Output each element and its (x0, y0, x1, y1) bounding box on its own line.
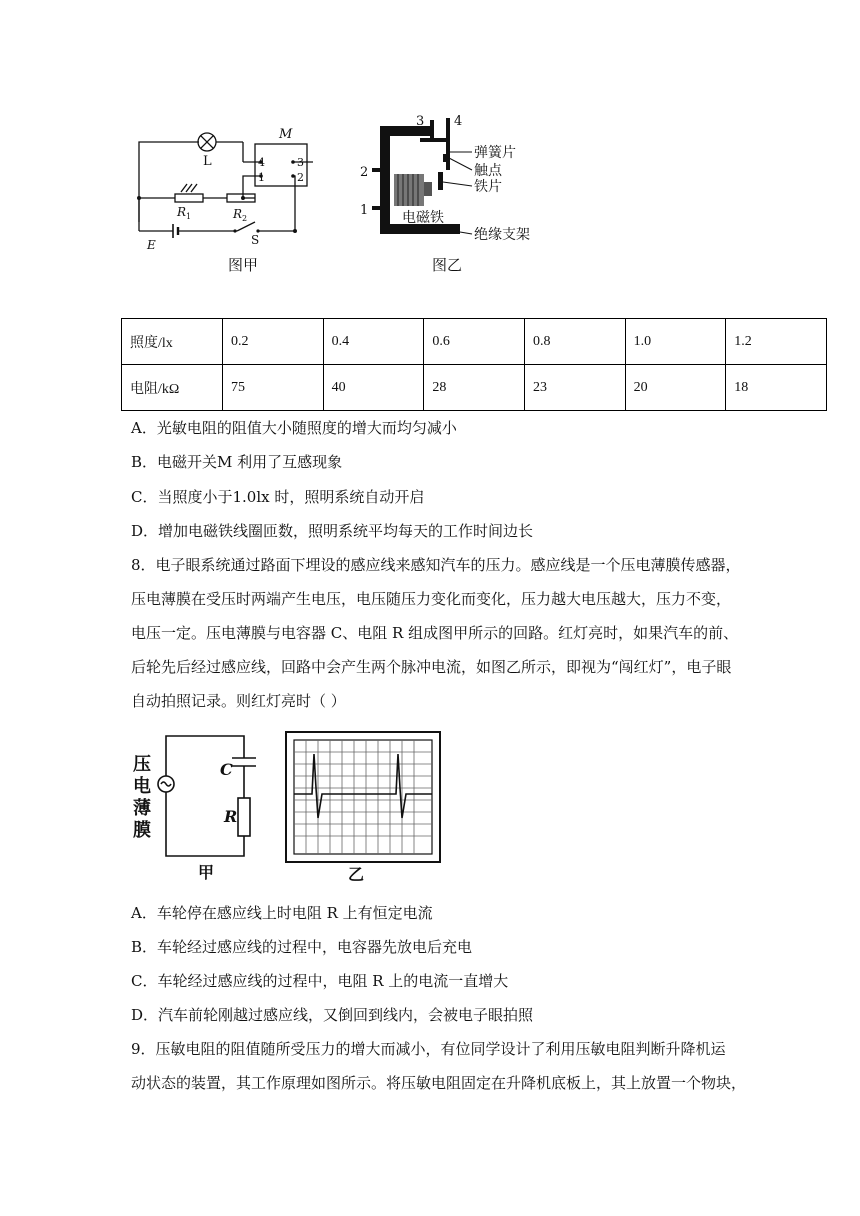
svg-text:1: 1 (360, 203, 369, 218)
q7-option-d: D．增加电磁铁线圈匝数，照明系统平均每天的工作时间边长 (131, 522, 534, 540)
table-row-header: 照度/lx (122, 319, 223, 365)
svg-text:乙: 乙 (348, 865, 365, 884)
table-cell: 0.6 (424, 319, 525, 365)
table-cell: 0.2 (223, 319, 324, 365)
svg-text:3: 3 (416, 114, 425, 129)
svg-text:触点: 触点 (474, 163, 502, 179)
piezo-circuit-diagram (128, 728, 268, 888)
q8-stem-line-2: 压电薄膜在受压时两端产生电压，电压随压力变化而变化，压力越大电压越大，压力不变， (131, 590, 732, 608)
svg-text:3: 3 (297, 156, 304, 169)
svg-text:电磁铁: 电磁铁 (402, 210, 444, 226)
svg-text:1: 1 (258, 171, 265, 184)
q8-stem-line-3: 电压一定。压电薄膜与电容器 C、电阻 R 组成图甲所示的回路。红灯亮时，如果汽车的前、 (131, 624, 739, 642)
svg-text:S: S (251, 233, 260, 247)
svg-text:压: 压 (133, 754, 151, 775)
q8-stem-line-5: 自动拍照记录。则红灯亮时（ ） (131, 692, 346, 710)
q8-option-d: D．汽车前轮刚越过感应线，又倒回到线内，会被电子眼拍照 (131, 1006, 534, 1024)
table-cell: 0.8 (524, 319, 625, 365)
svg-text:L: L (203, 154, 212, 169)
q9-stem-line-1: 9．压敏电阻的阻值随所受压力的增大而减小，有位同学设计了利用压敏电阻判断升降机运 (131, 1040, 726, 1058)
relay-diagram-yi (350, 112, 550, 247)
q8-option-b: B．车轮经过感应线的过程中，电容器先放电后充电 (131, 938, 473, 956)
svg-text:电: 电 (133, 776, 151, 797)
caption-figure-jia: 图甲 (228, 256, 259, 274)
svg-text:铁片: 铁片 (474, 179, 502, 195)
svg-text:膜: 膜 (133, 820, 151, 841)
svg-text:C: C (220, 760, 233, 779)
q8-stem-line-1: 8．电子眼系统通过路面下埋设的感应线来感知汽车的压力。感应线是一个压电薄膜传感器， (131, 556, 741, 574)
table-cell: 75 (223, 365, 324, 411)
q7-option-c: C．当照度小于1.0lx 时，照明系统自动开启 (131, 488, 425, 506)
table-cell: 23 (524, 365, 625, 411)
svg-text:M: M (279, 127, 293, 142)
table-cell: 20 (625, 365, 726, 411)
table-cell: 0.4 (323, 319, 424, 365)
svg-text:1: 1 (186, 212, 192, 221)
table-row (122, 319, 827, 365)
table-cell: 1.2 (726, 319, 827, 365)
svg-text:薄: 薄 (133, 798, 151, 819)
svg-text:绝缘支架: 绝缘支架 (474, 227, 530, 243)
table-cell: 18 (726, 365, 827, 411)
svg-text:2: 2 (360, 165, 369, 180)
oscilloscope-diagram (284, 730, 444, 885)
svg-text:2: 2 (297, 171, 304, 184)
svg-text:R: R (177, 205, 187, 219)
q7-option-b: B．电磁开关M 利用了互感现象 (131, 453, 343, 471)
svg-text:E: E (147, 238, 156, 252)
circuit-diagram-jia (125, 118, 325, 278)
table-cell: 28 (424, 365, 525, 411)
table-row (122, 365, 827, 411)
table-row-header: 电阻/kΩ (122, 365, 223, 411)
q8-option-c: C．车轮经过感应线的过程中，电阻 R 上的电流一直增大 (131, 972, 509, 990)
q8-option-a: A．车轮停在感应线上时电阻 R 上有恒定电流 (131, 904, 433, 922)
svg-text:弹簧片: 弹簧片 (474, 145, 516, 161)
q7-option-a: A．光敏电阻的阻值大小随照度的增大而均匀减小 (131, 419, 457, 437)
svg-text:4: 4 (258, 156, 265, 169)
svg-text:R: R (224, 807, 238, 826)
svg-text:4: 4 (454, 114, 463, 129)
q8-stem-line-4: 后轮先后经过感应线，回路中会产生两个脉冲电流，如图乙所示，即视为“闯红灯”，电子眼 (131, 658, 732, 676)
svg-text:R: R (233, 207, 243, 221)
caption-figure-yi: 图乙 (432, 256, 463, 274)
table-cell: 40 (323, 365, 424, 411)
svg-text:2: 2 (242, 214, 248, 223)
q9-stem-line-2: 动状态的装置，其工作原理如图所示。将压敏电阻固定在升降机底板上，其上放置一个物块， (131, 1074, 747, 1092)
table-cell: 1.0 (625, 319, 726, 365)
svg-text:甲: 甲 (198, 863, 215, 882)
illuminance-resistance-table (121, 318, 827, 411)
